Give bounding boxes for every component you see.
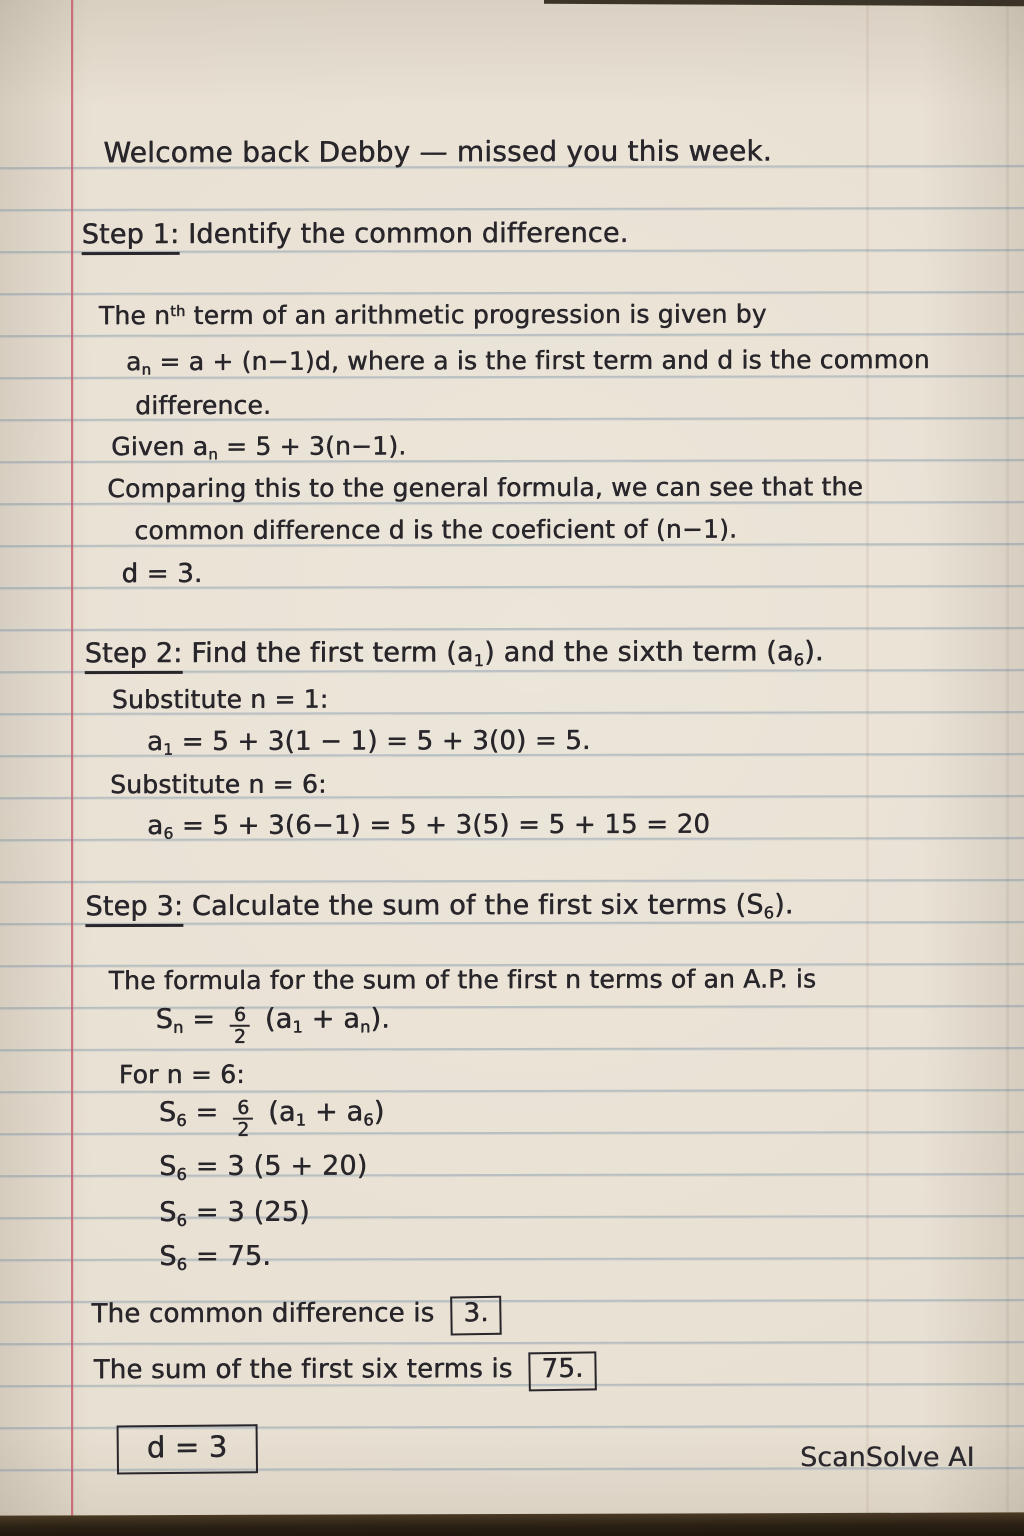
text-segment: Comparing this to the general formula, we can see that the bbox=[107, 472, 864, 504]
text-segment: = 5 + 3(6−1) = 5 + 3(5) = 5 + 15 = 20 bbox=[173, 809, 711, 841]
text-segment: = bbox=[186, 1096, 228, 1128]
text-segment: difference. bbox=[135, 390, 272, 420]
step1-line1 bbox=[99, 300, 767, 330]
text-segment: common difference d is the coeficient of (n−1). bbox=[134, 514, 738, 545]
text-segment: = bbox=[183, 1003, 224, 1035]
fraction-numerator: 6 bbox=[237, 1096, 250, 1119]
text-segment: (a bbox=[259, 1096, 296, 1128]
subscript: 1 bbox=[292, 1017, 303, 1037]
text-segment: = 75. bbox=[187, 1240, 272, 1272]
step3-line2 bbox=[156, 1003, 390, 1047]
text-segment: The sum of the first six terms is bbox=[93, 1353, 522, 1386]
text-segment: a bbox=[146, 726, 164, 757]
subscript: 6 bbox=[363, 1110, 374, 1130]
subscript: 6 bbox=[163, 824, 174, 843]
text-segment: ). bbox=[774, 889, 794, 921]
fraction-denominator: 2 bbox=[230, 1025, 250, 1047]
step2-line1 bbox=[112, 685, 329, 714]
step1-line4 bbox=[111, 432, 406, 464]
text-segment: term of an arithmetic progression is given by bbox=[185, 299, 767, 330]
text-segment: Find the first term (a bbox=[182, 637, 474, 669]
text-segment: = 5 + 3(1 − 1) = 5 + 3(0) = 5. bbox=[173, 725, 591, 757]
step1-line6 bbox=[134, 515, 737, 545]
answer-box: 3. bbox=[450, 1296, 502, 1336]
text-segment: = 5 + 3(n−1). bbox=[217, 431, 407, 461]
subscript: n bbox=[141, 360, 152, 379]
step3-result bbox=[159, 1241, 271, 1275]
text-segment: S bbox=[158, 1096, 177, 1128]
answer-difference bbox=[91, 1296, 502, 1336]
step3-line4 bbox=[159, 1096, 385, 1140]
subscript: 1 bbox=[473, 650, 485, 670]
subscript: 1 bbox=[163, 740, 174, 759]
step2-heading bbox=[85, 636, 824, 671]
fraction bbox=[233, 1098, 253, 1140]
step1-result bbox=[121, 560, 202, 590]
step1-line5 bbox=[107, 473, 863, 504]
underlined-step-label: Step 1: bbox=[82, 219, 180, 255]
text-segment: d = 3. bbox=[121, 558, 203, 590]
underlined-step-label: Step 3: bbox=[85, 891, 183, 927]
superscript: th bbox=[170, 303, 186, 320]
text-segment: ) and the sixth term (a bbox=[484, 636, 794, 669]
desk-edge bbox=[0, 1512, 1024, 1536]
text-segment: ) bbox=[373, 1096, 385, 1128]
text-segment: S bbox=[155, 1003, 174, 1035]
greeting bbox=[103, 135, 772, 169]
underlined-step-label: Step 2: bbox=[85, 638, 183, 674]
step2-line4 bbox=[147, 810, 710, 843]
subscript: 6 bbox=[176, 1110, 187, 1130]
fraction bbox=[230, 1005, 250, 1047]
step1-heading bbox=[82, 218, 629, 250]
step1-line3 bbox=[135, 392, 271, 421]
step3-line6 bbox=[159, 1197, 310, 1231]
fraction-denominator: 2 bbox=[233, 1118, 253, 1140]
step1-line2 bbox=[126, 346, 930, 379]
text-segment: The n bbox=[98, 300, 171, 331]
text-segment: Welcome back Debby — missed you this week. bbox=[103, 134, 772, 170]
text-segment: + a bbox=[306, 1096, 364, 1128]
step3-heading bbox=[85, 889, 793, 924]
text-segment: Substitute n = 1: bbox=[111, 684, 329, 715]
subscript: 1 bbox=[295, 1110, 307, 1130]
text-segment: ). bbox=[804, 636, 824, 668]
subscript: 6 bbox=[763, 903, 775, 923]
text-segment: a bbox=[147, 810, 164, 841]
fraction-numerator: 6 bbox=[233, 1003, 247, 1026]
text-segment: a bbox=[125, 346, 142, 377]
text-segment: ). bbox=[370, 1003, 391, 1035]
text-segment: The formula for the sum of the first n terms of an A.P. is bbox=[108, 964, 817, 996]
subscript: 6 bbox=[176, 1164, 187, 1184]
text-segment: Given a bbox=[111, 431, 209, 462]
text-segment: + a bbox=[302, 1003, 361, 1035]
answer-d bbox=[117, 1425, 258, 1475]
step3-line5 bbox=[159, 1150, 367, 1184]
text-segment: S bbox=[159, 1240, 177, 1272]
text-segment: = a + (n−1)d, where a is the first term and d is the common bbox=[151, 344, 930, 376]
text-segment: Identify the common difference. bbox=[179, 217, 629, 250]
subscript: 6 bbox=[793, 650, 805, 670]
step2-line2 bbox=[147, 727, 591, 760]
answer-box: d = 3 bbox=[117, 1424, 258, 1475]
step3-line1 bbox=[109, 965, 817, 996]
step3-line3 bbox=[119, 1061, 245, 1090]
subscript: 6 bbox=[176, 1210, 188, 1230]
text-segment: (a bbox=[256, 1003, 293, 1035]
watermark: ScanSolve AI bbox=[800, 1442, 975, 1473]
text-segment: Calculate the sum of the first six terms (S bbox=[183, 889, 764, 922]
text-segment: = 3 (5 + 20) bbox=[186, 1150, 368, 1182]
text-segment: The common difference is bbox=[91, 1298, 443, 1330]
text-segment: Substitute n = 6: bbox=[110, 769, 327, 800]
step2-line3 bbox=[110, 770, 327, 799]
text-segment: For n = 6: bbox=[118, 1059, 245, 1090]
answer-box: 75. bbox=[529, 1351, 598, 1391]
subscript: n bbox=[172, 1017, 184, 1037]
text-segment: S bbox=[159, 1150, 177, 1182]
subscript: 6 bbox=[176, 1254, 188, 1274]
text-segment: S bbox=[159, 1196, 177, 1228]
subscript: n bbox=[359, 1017, 371, 1037]
subscript: n bbox=[208, 445, 218, 464]
answer-sum bbox=[94, 1352, 597, 1392]
text-segment: = 3 (25) bbox=[186, 1196, 310, 1228]
